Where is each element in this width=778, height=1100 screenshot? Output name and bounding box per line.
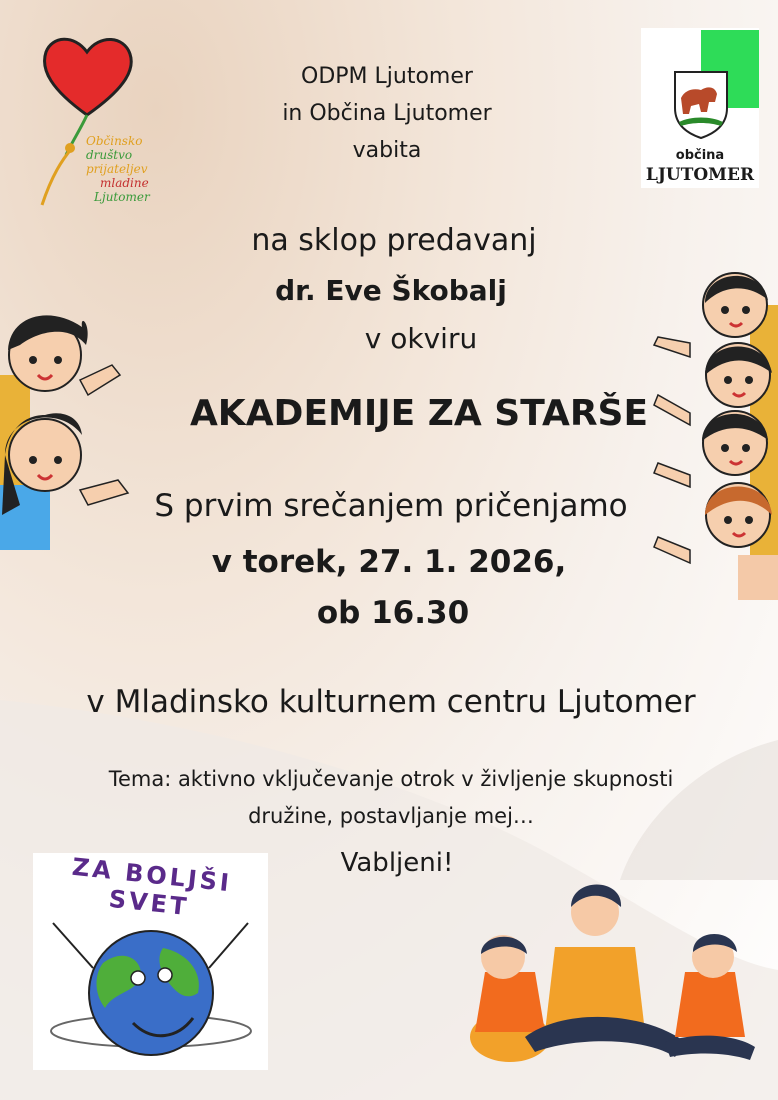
logo-left-line4: mladine — [100, 176, 149, 190]
za-bolsji-svet-badge — [33, 853, 268, 1070]
event-title: AKADEMIJE ZA STARŠE — [189, 393, 649, 434]
logo-right-big: LJUTOMER — [645, 165, 755, 185]
family-illustration — [445, 862, 765, 1072]
date-line: v torek, 27. 1. 2026, — [211, 544, 567, 580]
logo-left-line3: prijateljev — [86, 162, 148, 176]
location-text: v Mladinsko kulturnem centru Ljutomer — [86, 684, 696, 720]
header-line1: ODPM Ljutomer — [301, 64, 473, 89]
topic-line2: družine, postavljanje mej… — [248, 804, 534, 828]
logo-left-line1: Občinsko — [86, 134, 143, 148]
closing-text: Vabljeni! — [340, 848, 454, 878]
ljutomer-logo — [641, 28, 759, 188]
coat-of-arms-icon — [671, 68, 731, 140]
topic-line1: Tema: aktivno vključevanje otrok v življenje skupnosti — [108, 767, 674, 791]
logo-left-line2: društvo — [86, 148, 133, 162]
logo-right-small: občina — [675, 148, 725, 163]
left-children-illustration — [0, 305, 135, 550]
speaker-name: dr. Eve Škobalj — [275, 274, 507, 307]
logo-left-line5: Ljutomer — [94, 190, 150, 204]
right-children-illustration — [650, 265, 778, 600]
start-text: S prvim srečanjem pričenjamo — [154, 488, 628, 524]
intro-line3: v okviru — [364, 322, 478, 355]
badge-text: ZA BOLJŠI SVET — [70, 852, 234, 922]
header-line3: vabita — [352, 138, 422, 163]
time-line: ob 16.30 — [316, 595, 470, 631]
intro-line1: na sklop predavanj — [251, 223, 537, 258]
header-line2: in Občina Ljutomer — [282, 101, 492, 126]
